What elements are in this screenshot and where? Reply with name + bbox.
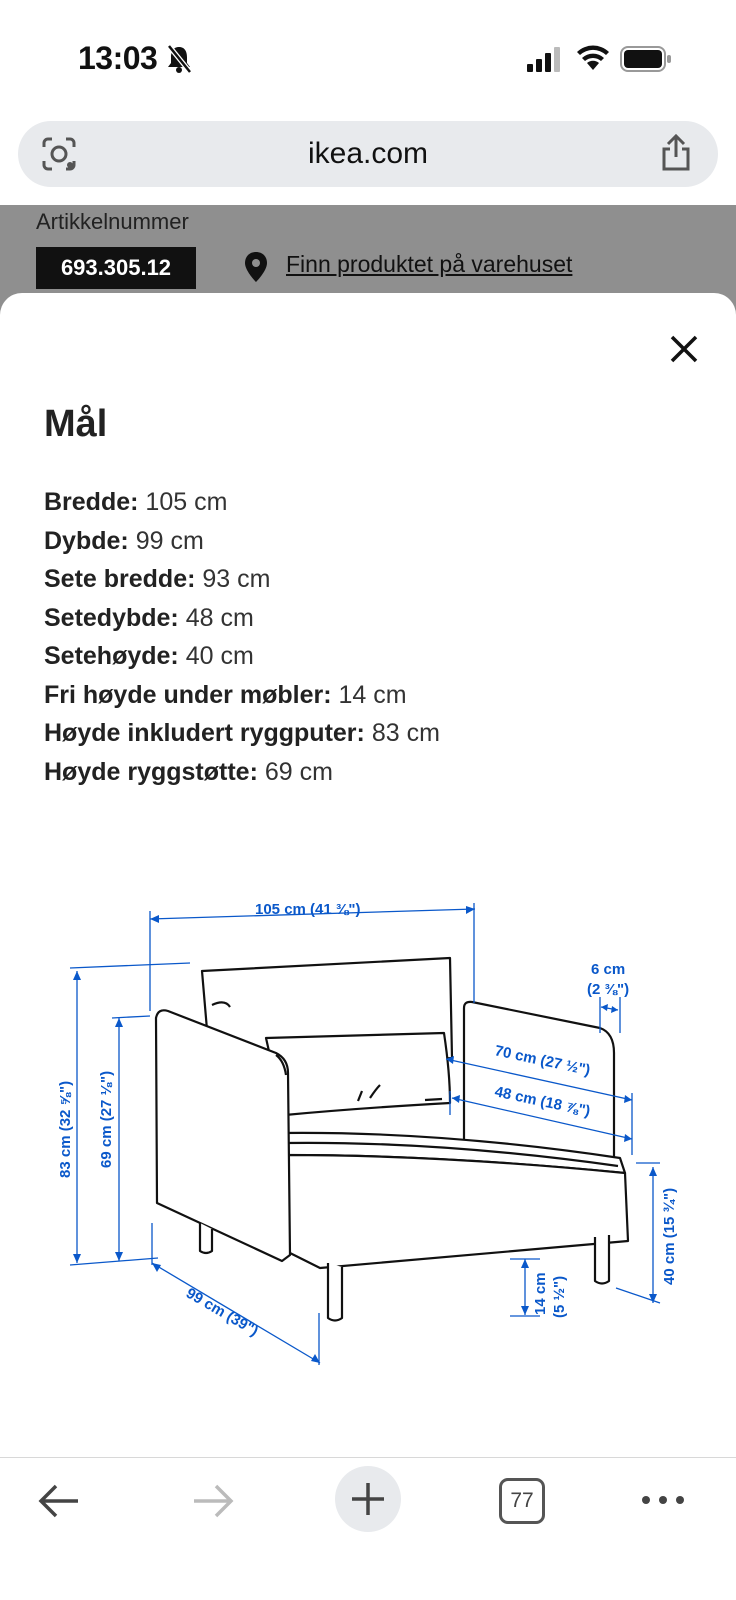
dimension-item: Sete bredde: 93 cm	[44, 565, 271, 593]
sheet-title: Mål	[44, 403, 108, 445]
total-height-label: 83 cm (32 ⅝")	[57, 1080, 74, 1178]
forward-arrow-icon[interactable]	[190, 1480, 236, 1522]
url-text[interactable]: ikea.com	[307, 137, 429, 170]
armchair-drawing	[156, 958, 628, 1321]
status-bar	[0, 0, 736, 120]
dimension-item: Høyde ryggstøtte: 69 cm	[44, 757, 333, 786]
seat-depth-label: 48 cm (18 ⅞")	[493, 1083, 592, 1121]
location-pin-icon	[243, 251, 269, 283]
close-icon[interactable]	[664, 329, 704, 369]
seat-height-label: 40 cm (15 ¾")	[661, 1187, 678, 1285]
tab-switcher-button[interactable]: 77	[499, 1478, 545, 1524]
dimension-item: Dybde: 99 cm	[44, 526, 204, 555]
depth-label: 99 cm (39")	[183, 1284, 262, 1340]
inner-depth-label: 70 cm (27 ½")	[493, 1042, 592, 1080]
leg-clearance-label: 14 cm	[532, 1272, 549, 1315]
article-number: 693.305.12	[36, 247, 196, 289]
arm-width-inch-label: (2 ⅜")	[587, 981, 630, 998]
bell-muted-icon	[166, 44, 192, 74]
article-number-label: Artikkelnummer	[36, 209, 189, 234]
plus-icon	[335, 1466, 401, 1532]
dimension-item: Setehøyde: 40 cm	[44, 642, 254, 670]
dimensions-list	[44, 483, 440, 791]
leg-clearance-inch-label: (5 ½")	[551, 1275, 568, 1318]
browser-toolbar	[0, 1457, 736, 1600]
find-in-store-link[interactable]: Finn produktet på varehuset	[286, 251, 573, 277]
back-arrow-icon[interactable]	[36, 1480, 82, 1522]
width-label: 105 cm (41 ⅜")	[255, 901, 361, 918]
status-time: 13:03	[78, 40, 158, 76]
address-bar[interactable]	[18, 121, 718, 187]
back-height-label: 69 cm (27 ⅛")	[98, 1070, 115, 1168]
dimension-item: Setedybde: 48 cm	[44, 603, 254, 632]
new-tab-button[interactable]	[335, 1466, 401, 1532]
share-icon[interactable]	[658, 133, 694, 173]
dimension-item: Fri høyde under møbler: 14 cm	[44, 680, 407, 709]
armchair-dimension-diagram	[40, 893, 700, 1393]
dimension-item: Høyde inkludert ryggputer: 83 cm	[44, 719, 440, 747]
dimensions-sheet	[0, 293, 736, 1457]
wifi-icon	[576, 44, 610, 72]
dimension-item: Bredde: 105 cm	[44, 488, 228, 516]
more-menu-icon[interactable]	[640, 1488, 686, 1512]
cellular-signal-icon	[527, 46, 563, 74]
battery-icon	[620, 46, 672, 72]
arm-width-label: 6 cm	[591, 961, 626, 978]
